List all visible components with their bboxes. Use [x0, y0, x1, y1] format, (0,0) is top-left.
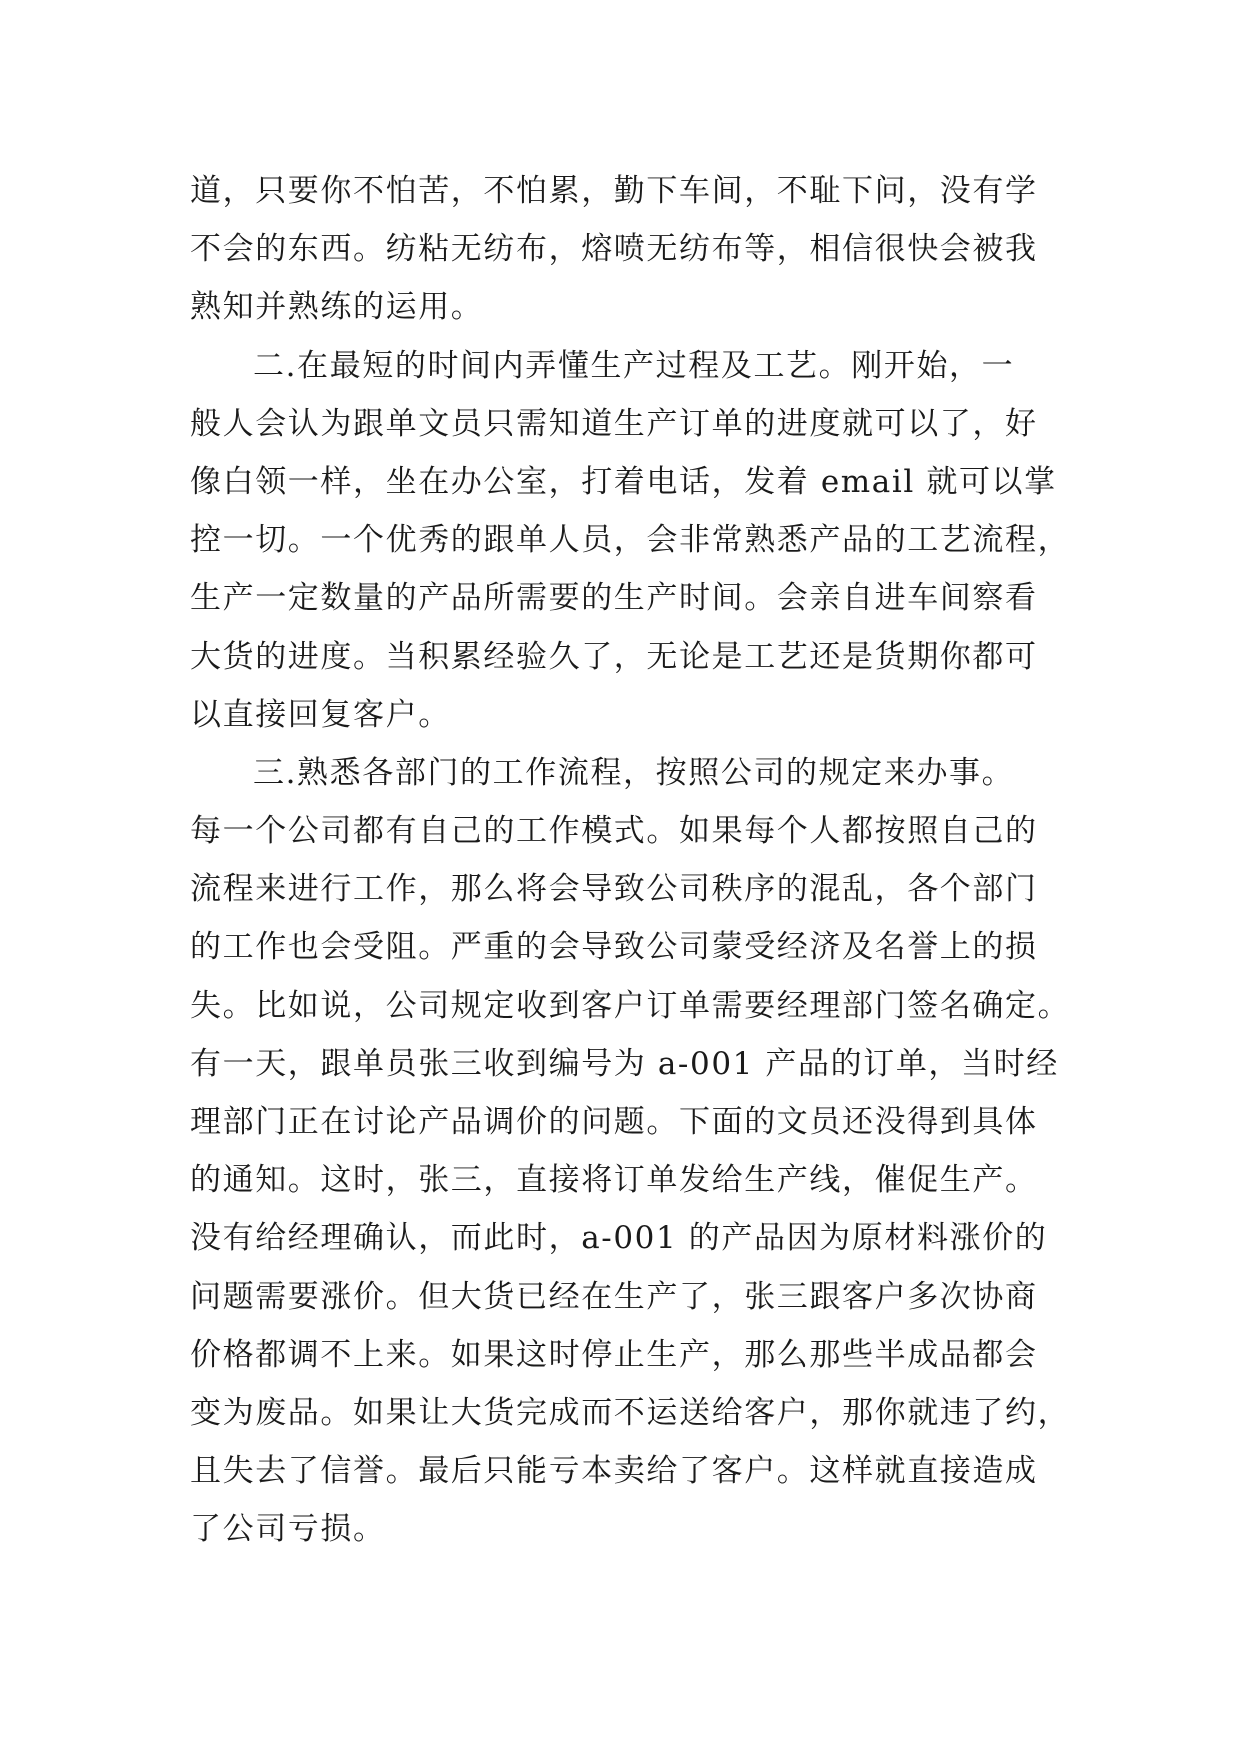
- text-line: 价格都调不上来。如果这时停止生产，那么那些半成品都会: [190, 1336, 1038, 1373]
- text-line: 没有给经理确认，而此时，a-001 的产品因为原材料涨价的: [190, 1220, 1048, 1257]
- text-line: 控一切。一个优秀的跟单人员，会非常熟悉产品的工艺流程，: [190, 522, 1071, 559]
- text-line: 大货的进度。当积累经验久了，无论是工艺还是货期你都可: [190, 638, 1038, 675]
- text-line: 了公司亏损。: [190, 1511, 386, 1548]
- paragraph-heading-3: 三.熟悉各部门的工作流程，按照公司的规定来办事。: [253, 754, 1015, 791]
- text-line: 般人会认为跟单文员只需知道生产订单的进度就可以了，好: [190, 405, 1038, 442]
- text-line: 的通知。这时，张三，直接将订单发给生产线，催促生产。: [190, 1162, 1038, 1199]
- text-line: 不会的东西。纺粘无纺布，熔喷无纺布等，相信很快会被我: [190, 231, 1038, 268]
- text-line: 道，只要你不怕苦，不怕累，勤下车间，不耻下问，没有学: [190, 173, 1038, 209]
- text-line: 失。比如说，公司规定收到客户订单需要经理部门签名确定。: [190, 987, 1071, 1024]
- document-body: [190, 162, 1071, 1559]
- text-line: 理部门正在讨论产品调价的问题。下面的文员还没得到具体: [190, 1104, 1038, 1140]
- text-line: 且失去了信誉。最后只能亏本卖给了客户。这样就直接造成: [190, 1453, 1038, 1490]
- text-line: 的工作也会受阻。严重的会导致公司蒙受经济及名誉上的损: [190, 929, 1038, 966]
- paragraph-heading-2: 二.在最短的时间内弄懂生产过程及工艺。刚开始，一: [253, 347, 1015, 384]
- text-line: 每一个公司都有自己的工作模式。如果每个人都按照自己的: [190, 813, 1038, 850]
- text-line: 生产一定数量的产品所需要的生产时间。会亲自进车间察看: [190, 580, 1038, 617]
- text-line: 流程来进行工作，那么将会导致公司秩序的混乱，各个部门: [190, 871, 1038, 908]
- text-line: 问题需要涨价。但大货已经在生产了，张三跟客户多次协商: [190, 1278, 1038, 1315]
- text-line: 以直接回复客户。: [190, 696, 451, 733]
- text-line: 熟知并熟练的运用。: [190, 289, 484, 326]
- text-line: 有一天，跟单员张三收到编号为 a-001 产品的订单，当时经: [190, 1045, 1059, 1082]
- text-line: 像白领一样，坐在办公室，打着电话，发着 email 就可以掌: [190, 463, 1057, 500]
- text-line: 变为废品。如果让大货完成而不运送给客户，那你就违了约，: [190, 1394, 1071, 1431]
